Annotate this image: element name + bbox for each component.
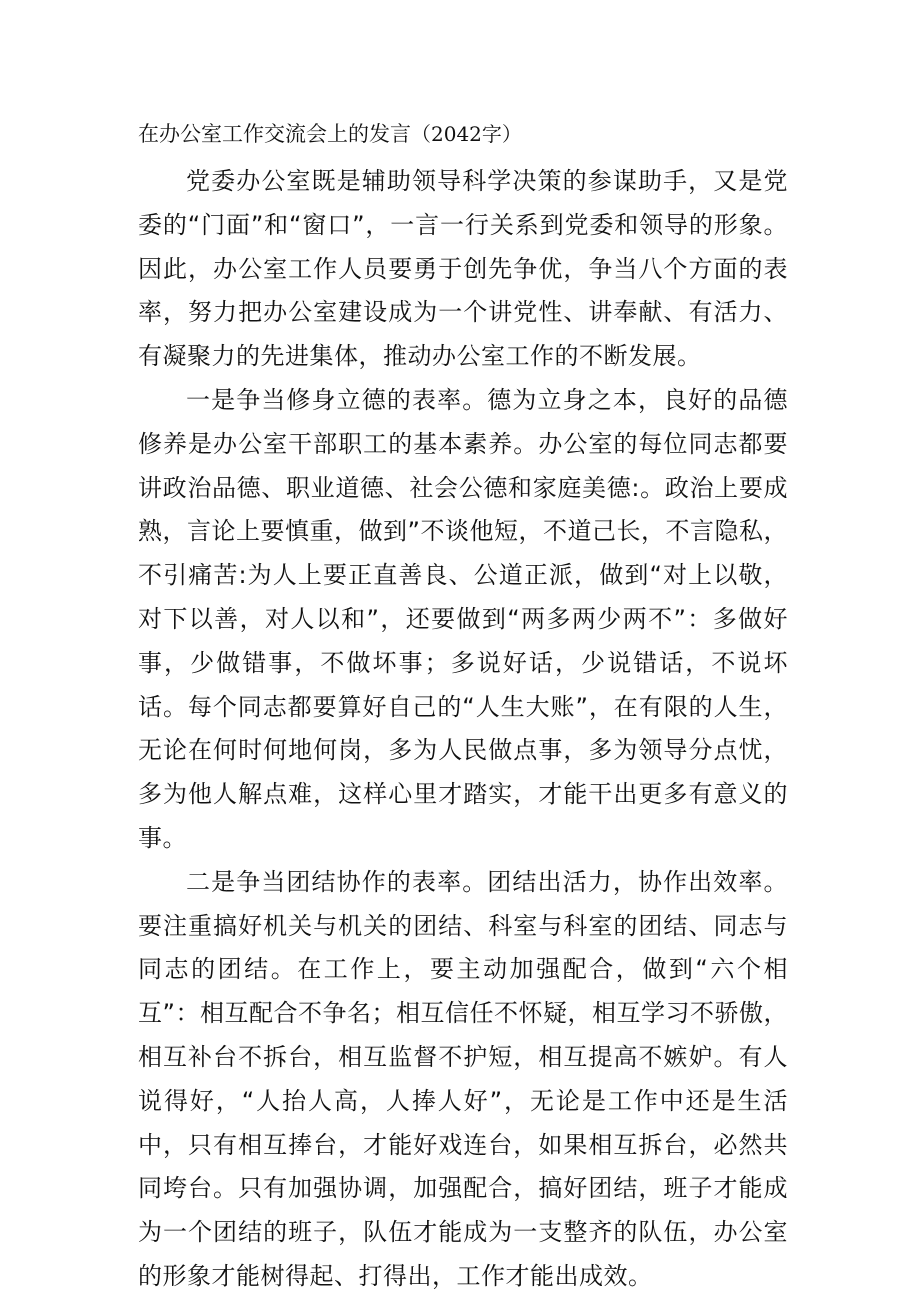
document-title [138, 116, 788, 152]
title-word-count: （2042字） [411, 122, 522, 146]
paragraph-intro: 党委办公室既是辅助领导科学决策的参谋助手，又是党委的“门面”和“窗口”，一言一行关系到党委和领导的形象。因此，办公室工作人员要勇于创先争优，争当八个方面的表率，努力把办公室建设成为一个讲党性、讲奉献、有活力、有凝聚力的先进集体，推动办公室工作的不断发展。 [138, 167, 788, 371]
document-page [138, 116, 788, 1299]
title-text: 在办公室工作交流会上的发言 [138, 122, 411, 146]
paragraph-point-two: 二是争当团结协作的表率。团结出活力，协作出效率。要注重搞好机关与机关的团结、科室与科室的团结、同志与同志的团结。在工作上，要主动加强配合，做到“六个相互”：相互配合不争名；相互信任不怀疑，相互学习不骄傲，相互补台不拆台，相互监督不护短，相互提高不嫉妒。有人说得好，“人抬人高，人捧人好”，无论是工作中还是生活中，只有相互捧台，才能好戏连台，如果相互拆台，必然共同垮台。只有加强协调，加强配合，搞好团结，班子才能成为一个团结的班子，队伍才能成为一支整齐的队伍，办公室的形象才能树得起、打得出，工作才能出成效。 [138, 867, 788, 1290]
paragraph-point-one: 一是争当修身立德的表率。德为立身之本，良好的品德修养是办公室干部职工的基本素养。办公室的每位同志都要讲政治品德、职业道德、社会公德和家庭美德:。政治上要成熟，言论上要慎重，做到”不谈他短，不道己长，不言隐私，不引痛苦:为人上要正直善良、公道正派，做到“对上以敬，对下以善，对人以和”，还要做到“两多两少两不”：多做好事，少做错事，不做坏事；多说好话，少说错话，不说坏话。每个同志都要算好自己的“人生大账”，在有限的人生，无论在何时何地何岗，多为人民做点事，多为领导分点忧，多为他人解点难，这样心里才踏实，才能干出更多有意义的事。 [138, 385, 788, 852]
